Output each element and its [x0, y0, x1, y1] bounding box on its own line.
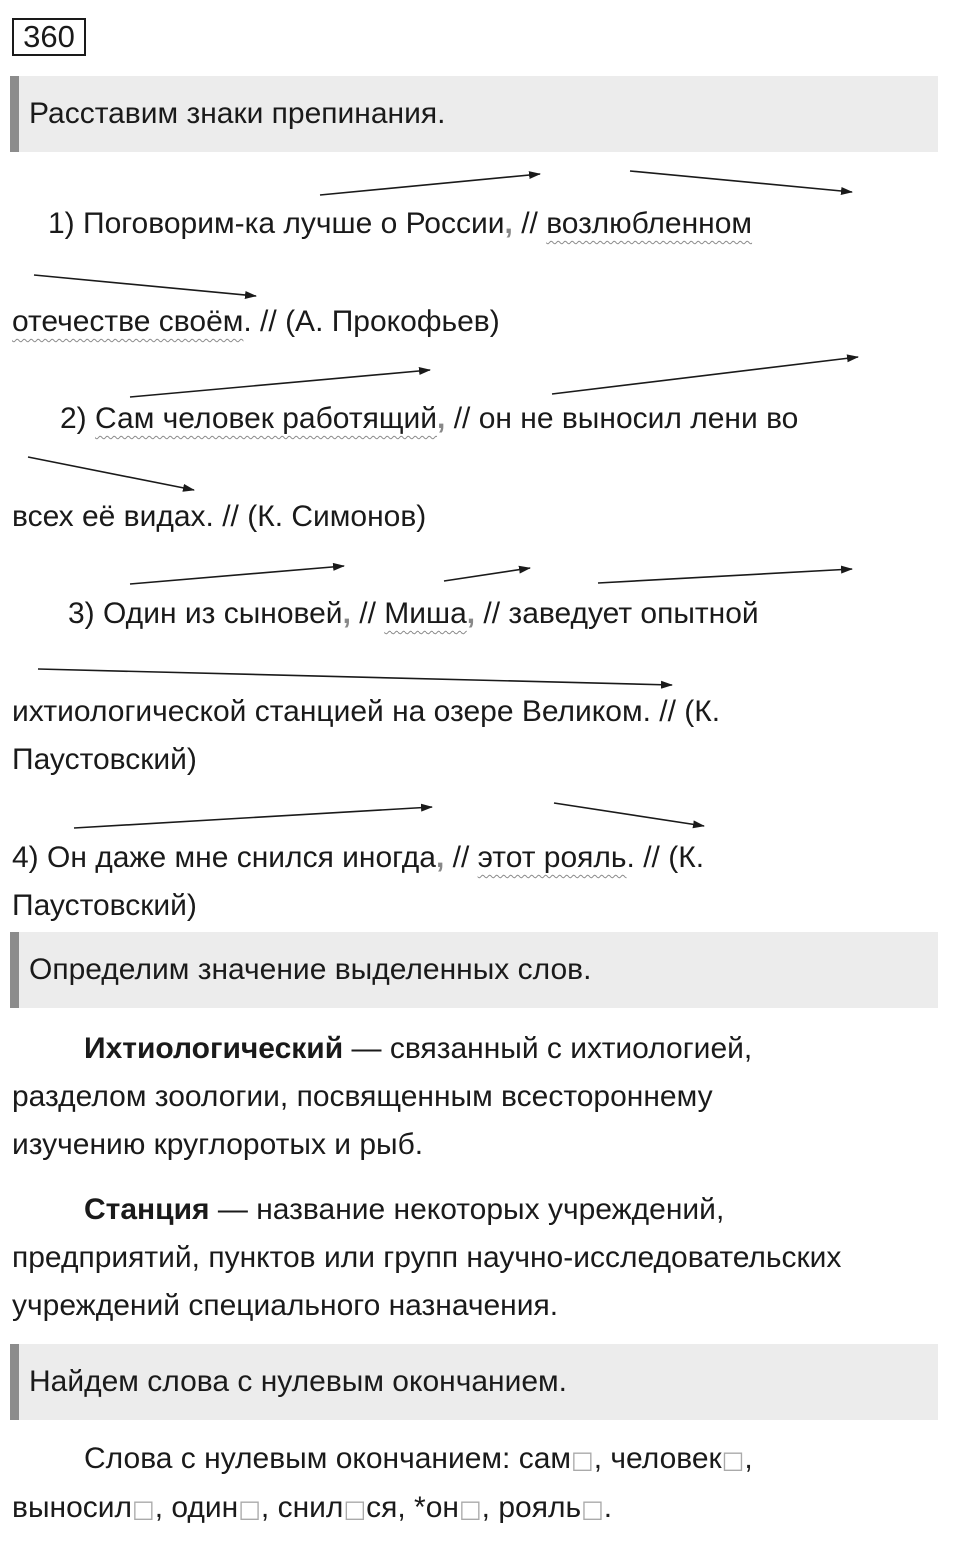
sentence-3-part: ихтиологической станцией на озере Великом. // (К.	[12, 695, 721, 728]
arrow-3a	[130, 566, 344, 584]
definition-term: Станция	[84, 1193, 210, 1226]
arrow-4a	[74, 807, 432, 828]
arrow-3d	[38, 669, 672, 685]
sentence-1-wavy: отечестве своём	[12, 305, 244, 338]
arrow-1a	[320, 174, 540, 195]
definition-ichthyological	[12, 1025, 942, 1169]
definition-text: — связанный с ихтиологией,	[343, 1032, 753, 1065]
sentence-1-wavy: возлюбленном	[546, 207, 753, 240]
arrow-1b	[630, 171, 852, 192]
sentence-4-part: Паустовский)	[12, 889, 197, 922]
definition-station	[12, 1186, 942, 1330]
sentence-1-part: 1) Поговорим-ка лучше о России	[48, 207, 505, 240]
separator: ,	[744, 1442, 753, 1475]
sentence-4-part: . // (К.	[626, 841, 705, 874]
sentence-4-part: 4) Он даже мне снился иногда	[12, 841, 436, 874]
zero-ending-list	[12, 1435, 942, 1533]
punct-comma: ,	[437, 402, 446, 435]
header-punctuation	[10, 76, 938, 152]
empty-box-icon: □	[581, 1495, 604, 1523]
zero-word: ся	[366, 1491, 398, 1524]
empty-box-icon: □	[132, 1495, 155, 1523]
sentence-2-part: // он не выносил лени во	[445, 402, 799, 435]
separator: ,	[481, 1491, 499, 1524]
definition-text: предприятий, пунктов или групп научно-исследовательских	[12, 1241, 842, 1274]
empty-box-icon: □	[238, 1495, 261, 1523]
punct-comma: ,	[466, 597, 476, 630]
zero-word: выносил	[12, 1491, 133, 1524]
header-meanings	[10, 932, 938, 1008]
empty-box-icon: □	[721, 1446, 745, 1474]
sentence-1-part: . // (А. Прокофьев)	[243, 305, 500, 338]
arrow-4b	[554, 803, 704, 826]
empty-box-icon: □	[571, 1446, 594, 1474]
definition-term: Ихтиологический	[84, 1032, 344, 1065]
arrow-3b	[444, 568, 530, 581]
separator: ,	[154, 1491, 172, 1524]
sentence-3-wavy: Миша	[384, 597, 467, 630]
zero-word: сам	[518, 1442, 572, 1475]
empty-box-icon: □	[343, 1495, 367, 1523]
zero-word: *он	[414, 1491, 459, 1524]
sentence-3-line-3	[12, 740, 197, 780]
sentence-3-part: 3) Один из сыновей	[68, 597, 343, 630]
sentence-1-line-1	[48, 204, 752, 244]
separator: ,	[593, 1442, 611, 1475]
sentence-1-line-2	[12, 302, 500, 342]
header-meanings-text: Определим значение выделенных слов.	[29, 953, 592, 986]
exercise-number: 360	[12, 18, 86, 56]
separator: .	[603, 1491, 613, 1524]
sentence-2-part: всех её видах. // (К. Симонов)	[12, 500, 427, 533]
separator: ,	[260, 1491, 278, 1524]
zero-word: рояль	[498, 1491, 582, 1524]
sentence-3-part: // заведует опытной	[475, 597, 759, 630]
sentence-4-line-2	[12, 886, 197, 926]
definition-text: разделом зоологии, посвященным всестороннему	[12, 1080, 713, 1113]
sentence-2-line-2	[12, 497, 426, 537]
sentence-3-line-1	[68, 594, 759, 634]
punct-comma: ,	[504, 207, 513, 240]
sentence-4-wavy: этот рояль	[477, 841, 627, 874]
sentence-2-part: 2)	[60, 402, 96, 435]
zero-word: снил	[277, 1491, 344, 1524]
separator: ,	[397, 1491, 415, 1524]
definition-text: учреждений специального назначения.	[12, 1289, 559, 1322]
sentence-4-line-1	[12, 838, 704, 878]
zero-word: один	[171, 1491, 239, 1524]
punct-comma: ,	[435, 841, 445, 874]
zero-word: человек	[610, 1442, 722, 1475]
arrow-2a	[130, 370, 430, 397]
punct-comma: ,	[342, 597, 351, 630]
sentence-2-wavy: Сам человек работящий	[95, 402, 438, 435]
header-zero-ending	[10, 1344, 938, 1420]
empty-box-icon: □	[458, 1495, 482, 1523]
sentence-3-part: //	[350, 597, 385, 630]
arrow-3c	[598, 569, 852, 583]
definition-text: — название некоторых учреждений,	[209, 1193, 725, 1226]
arrow-2c	[28, 457, 194, 490]
definition-text: изучению круглоротых и рыб.	[12, 1128, 424, 1161]
zero-ending-intro: Слова с нулевым окончанием:	[84, 1442, 519, 1475]
header-punctuation-text: Расставим знаки препинания.	[29, 97, 446, 130]
sentence-1-part: //	[512, 207, 547, 240]
arrow-1c	[34, 275, 256, 296]
sentence-3-line-2	[12, 692, 720, 732]
sentence-4-part: //	[444, 841, 478, 874]
sentence-3-part: Паустовский)	[12, 743, 197, 776]
sentence-2-line-1	[60, 399, 798, 439]
header-zero-ending-text: Найдем слова с нулевым окончанием.	[29, 1365, 567, 1398]
arrow-2b	[552, 357, 858, 394]
